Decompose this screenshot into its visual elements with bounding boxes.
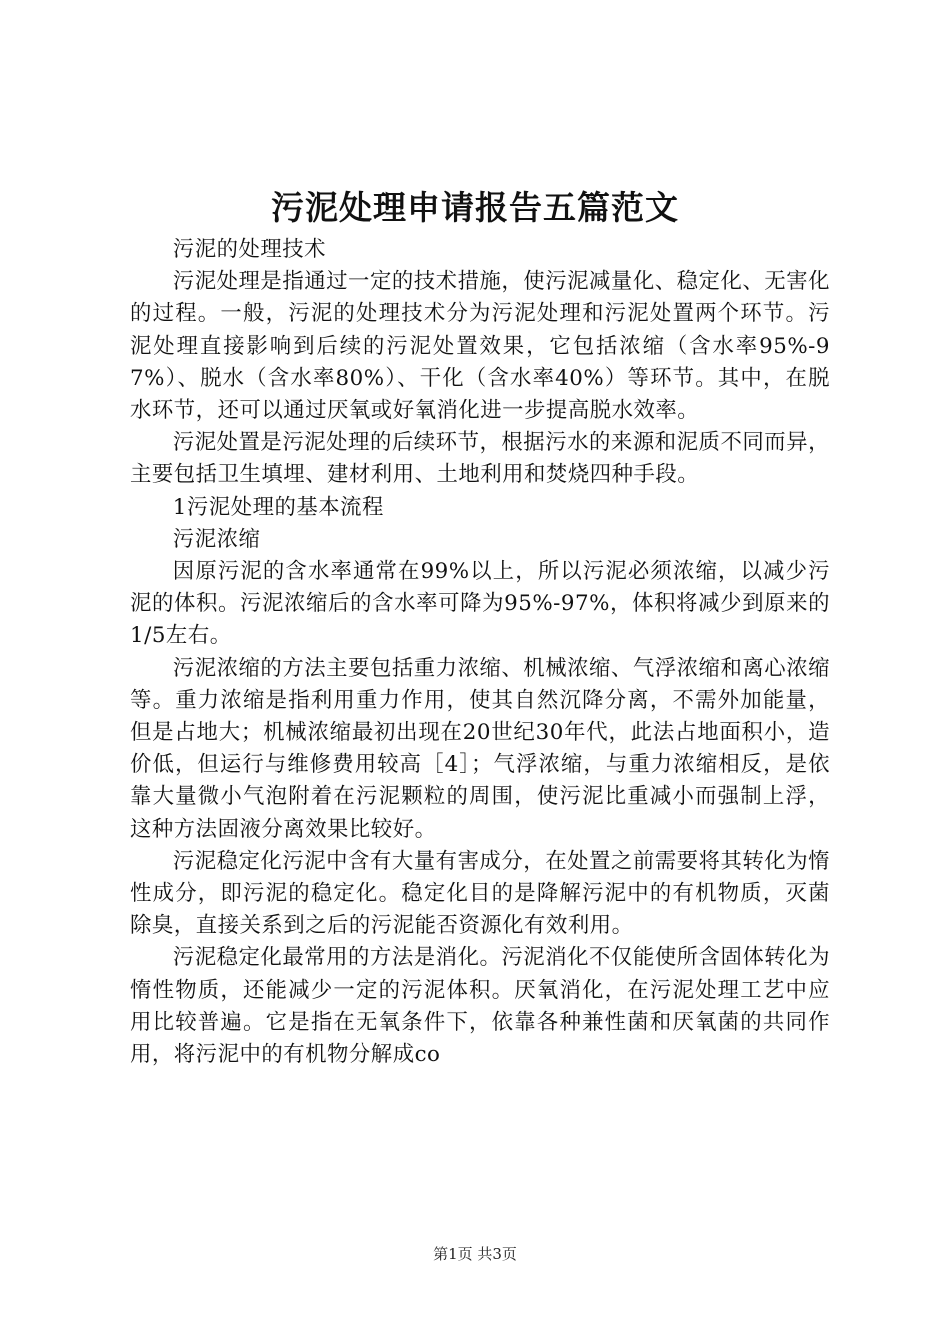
page-number-footer: 第1页 共3页 xyxy=(433,1245,517,1263)
document-body xyxy=(130,234,830,1071)
subsection-heading: 污泥浓缩 xyxy=(172,526,261,552)
paragraph: 污泥稳定化最常用的方法是消化。污泥消化不仅能使所含固体转化为惰性物质，还能减少一定的污泥体积。厌氧消化，在污泥处理工艺中应用比较普遍。它是指在无氧条件下，依靠各种兼性菌和厌氧菌的共同作用，将污泥中的有机物分解成co xyxy=(130,945,830,1068)
paragraph: 污泥稳定化污泥中含有大量有害成分，在处置之前需要将其转化为惰性成分，即污泥的稳定化。稳定化目的是降解污泥中的有机物质，灭菌除臭，直接关系到之后的污泥能否资源化有效利用。 xyxy=(130,848,830,939)
paragraph: 因原污泥的含水率通常在99%以上，所以污泥必须浓缩，以减少污泥的体积。污泥浓缩后的含水率可降为95%-97%，体积将减少到原来的1/5左右。 xyxy=(130,559,830,649)
paragraph: 污泥浓缩的方法主要包括重力浓缩、机械浓缩、气浮浓缩和离心浓缩等。重力浓缩是指利用重力作用，使其自然沉降分离，不需外加能量，但是占地大；机械浓缩最初出现在20世纪30年代，此法占地面积小，造价低，但运行与维修费用较高［4］；气浮浓缩，与重力浓缩相反，是依靠大量微小气泡附着在污泥颗粒的周围，使污泥比重减小而强制上浮，这种方法固液分离效果比较好。 xyxy=(130,655,830,842)
paragraph: 污泥处理是指通过一定的技术措施，使污泥减量化、稳定化、无害化的过程。一般，污泥的处理技术分为污泥处理和污泥处置两个环节。污泥处理直接影响到后续的污泥处置效果，它包括浓缩（含水率95%-97%）、脱水（含水率80%）、干化（含水率40%）等环节。其中，在脱水环节，还可以通过厌氧或好氧消化进一步提高脱水效率。 xyxy=(130,269,830,424)
paragraph-heading: 污泥的处理技术 xyxy=(172,237,327,262)
document-title: 污泥处理申请报告五篇范文 xyxy=(271,188,679,227)
section-heading: 1污泥处理的基本流程 xyxy=(172,494,384,520)
paragraph: 污泥处置是污泥处理的后续环节，根据污水的来源和泥质不同而异，主要包括卫生填埋、建材利用、土地利用和焚烧四种手段。 xyxy=(130,430,830,488)
